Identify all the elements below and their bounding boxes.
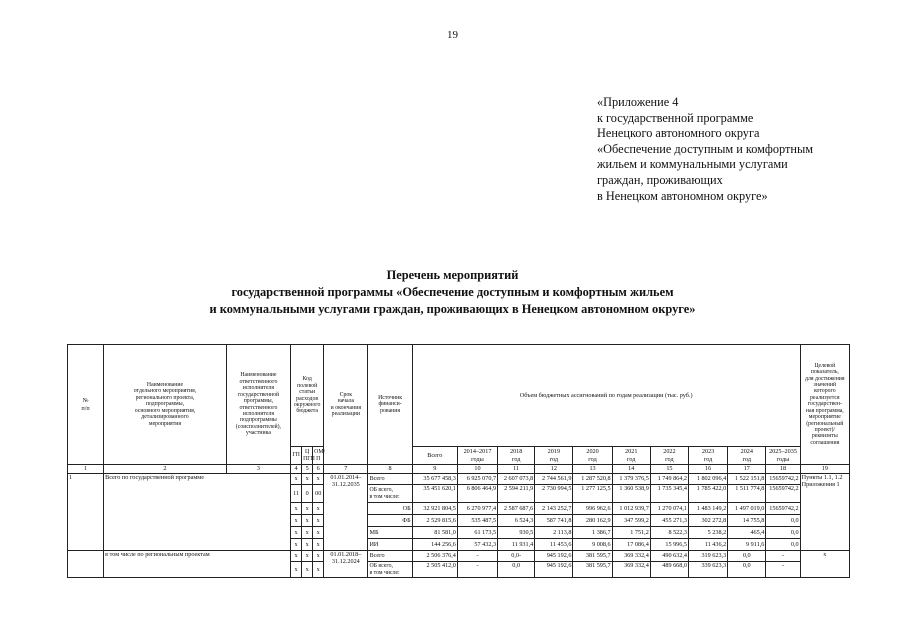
- header-year: 2019 год: [535, 447, 573, 465]
- column-number: 19: [800, 465, 849, 474]
- value-cell: 15659742,2: [766, 474, 800, 485]
- column-number: 12: [535, 465, 573, 474]
- row-target: Пункты 1.1, 1.2 Приложения 1: [800, 474, 849, 551]
- value-cell: 1 511 774,8: [728, 485, 766, 503]
- appendix-line: к государственной программе: [597, 110, 754, 125]
- value-cell: 2 113,8: [535, 527, 573, 539]
- row-num: [68, 551, 104, 578]
- title-line: и коммунальными услугами граждан, проживающих в Ненецком автономном округе»: [209, 302, 696, 316]
- value-cell: 0,0: [766, 515, 800, 527]
- value-cell: 347 599,2: [612, 515, 650, 527]
- value-cell: 2 529 815,6: [412, 515, 457, 527]
- value-cell: 2 607 073,8: [498, 474, 535, 485]
- value-cell: 0,0-: [498, 551, 535, 562]
- column-number: 6: [313, 465, 324, 474]
- column-number: 16: [689, 465, 728, 474]
- column-number: 10: [457, 465, 497, 474]
- code-cell: x: [313, 503, 324, 515]
- code-cell: x: [302, 527, 313, 539]
- value-cell: 930,5: [498, 527, 535, 539]
- column-number: 7: [324, 465, 368, 474]
- header-num: № п/п: [68, 345, 104, 465]
- value-cell: 996 962,6: [573, 503, 612, 515]
- header-executor: Наименование ответственного исполнителя государственной программы, ответственного исполнителя подпрограммы (соисполнителей), участника: [226, 345, 290, 465]
- value-cell: 2 730 994,5: [535, 485, 573, 503]
- code-cell: x: [302, 551, 313, 562]
- value-cell: 1 386,7: [573, 527, 612, 539]
- source-cell: ФБ: [368, 515, 412, 527]
- value-cell: 319 623,3: [689, 551, 728, 562]
- value-cell: 9 911,6: [728, 539, 766, 551]
- appendix-line: жильем и коммунальными услугами: [597, 157, 788, 172]
- row-target: х: [800, 551, 849, 578]
- value-cell: 381 595,7: [573, 562, 612, 578]
- column-number: 15: [650, 465, 688, 474]
- code-cell: x: [313, 551, 324, 562]
- value-cell: 1 012 939,7: [612, 503, 650, 515]
- value-cell: 1 483 149,2: [689, 503, 728, 515]
- column-number: 2: [104, 465, 227, 474]
- value-cell: 1 497 019,0: [728, 503, 766, 515]
- value-cell: 535 487,5: [457, 515, 497, 527]
- value-cell: 339 623,3: [689, 562, 728, 578]
- source-cell: ОБ всего, в том числе:: [368, 485, 412, 503]
- value-cell: 1 785 422,0: [689, 485, 728, 503]
- value-cell: 0,0: [766, 539, 800, 551]
- value-cell: 489 668,0: [650, 562, 688, 578]
- value-cell: 35 677 458,3: [412, 474, 457, 485]
- value-cell: 32 921 804,5: [412, 503, 457, 515]
- value-cell: 490 632,4: [650, 551, 688, 562]
- code-cell: x: [291, 503, 302, 515]
- header-year-total: Всего: [412, 447, 457, 465]
- appendix-line: «Приложение 4: [597, 95, 679, 109]
- value-cell: 11 931,4: [498, 539, 535, 551]
- code-cell: 00: [313, 485, 324, 503]
- value-cell: 6 270 977,4: [457, 503, 497, 515]
- value-cell: 1 287 520,8: [573, 474, 612, 485]
- value-cell: 1 749 864,2: [650, 474, 688, 485]
- header-year: 2021 год: [612, 447, 650, 465]
- header-volume: Объем бюджетных ассигнований по годам реализации (тыс. руб.): [412, 345, 800, 447]
- header-target: Целевой показатель, для достижения значений которого реализуется государствен- ная программа, мероприятие (региональный проект)/ реквизиты соглашения: [800, 345, 849, 465]
- value-cell: 2 587 687,6: [498, 503, 535, 515]
- row-term: 01.01.2018– 31.12.2024: [324, 551, 368, 578]
- measures-table: [67, 344, 850, 578]
- value-cell: 1 360 538,9: [612, 485, 650, 503]
- source-cell: ОБ: [368, 503, 412, 515]
- value-cell: 15 996,5: [650, 539, 688, 551]
- code-cell: x: [302, 515, 313, 527]
- column-number: 3: [226, 465, 290, 474]
- value-cell: 6 806 464,9: [457, 485, 497, 503]
- document-title: [0, 267, 905, 318]
- code-cell: x: [291, 562, 302, 578]
- code-cell: x: [291, 527, 302, 539]
- column-number: 4: [291, 465, 302, 474]
- source-cell: Всего: [368, 551, 412, 562]
- header-year: 2023 год: [689, 447, 728, 465]
- column-number: 17: [728, 465, 766, 474]
- code-cell: x: [291, 474, 302, 485]
- code-cell: x: [302, 474, 313, 485]
- code-cell: x: [302, 503, 313, 515]
- column-number: 18: [766, 465, 800, 474]
- value-cell: 0,0: [498, 562, 535, 578]
- value-cell: 2 505 412,0: [412, 562, 457, 578]
- header-code-omp: ОМ/ П: [313, 447, 324, 465]
- value-cell: 945 192,6: [535, 562, 573, 578]
- value-cell: 455 271,3: [650, 515, 688, 527]
- value-cell: 0,0: [728, 562, 766, 578]
- title-line: Перечень мероприятий: [386, 268, 519, 282]
- table-row: [68, 551, 850, 562]
- page-number: 19: [447, 29, 458, 41]
- value-cell: 144 256,6: [412, 539, 457, 551]
- column-number: 9: [412, 465, 457, 474]
- value-cell: 35 451 620,1: [412, 485, 457, 503]
- row-name: в том числе по региональным проектам: [104, 551, 291, 578]
- value-cell: 945 192,6: [535, 551, 573, 562]
- value-cell: 2 594 211,9: [498, 485, 535, 503]
- value-cell: -: [457, 562, 497, 578]
- value-cell: 8 522,3: [650, 527, 688, 539]
- code-cell: x: [302, 539, 313, 551]
- header-code-gp: ГП: [291, 447, 302, 465]
- value-cell: -: [766, 562, 800, 578]
- value-cell: 1 751,2: [612, 527, 650, 539]
- value-cell: -: [766, 551, 800, 562]
- source-cell: ИИ: [368, 539, 412, 551]
- value-cell: 1 802 096,4: [689, 474, 728, 485]
- value-cell: 11 453,6: [535, 539, 573, 551]
- header-name: Наименование отдельного мероприятия, регионального проекта, подпрограммы, основного мероприятия, детализированного мероприятия: [104, 345, 227, 465]
- value-cell: 15659742,2: [766, 485, 800, 503]
- code-cell: x: [291, 551, 302, 562]
- source-cell: ОБ всего, в том числе:: [368, 562, 412, 578]
- column-number: 13: [573, 465, 612, 474]
- row-name: Всего по государственной программе: [104, 474, 291, 551]
- value-cell: 11 436,2: [689, 539, 728, 551]
- value-cell: 17 086,4: [612, 539, 650, 551]
- code-cell: x: [313, 527, 324, 539]
- value-cell: 1 522 151,8: [728, 474, 766, 485]
- column-number: 1: [68, 465, 104, 474]
- value-cell: 2 744 561,9: [535, 474, 573, 485]
- header-term: Срок начала и окончания реализации: [324, 345, 368, 465]
- value-cell: 0,0: [728, 551, 766, 562]
- value-cell: 1 270 074,1: [650, 503, 688, 515]
- code-cell: x: [313, 474, 324, 485]
- header-year: 2014–2017 годы: [457, 447, 497, 465]
- value-cell: 14 755,8: [728, 515, 766, 527]
- value-cell: 369 332,4: [612, 562, 650, 578]
- appendix-line: в Ненецком автономном округе»: [597, 188, 768, 203]
- value-cell: 280 162,9: [573, 515, 612, 527]
- code-cell: x: [313, 539, 324, 551]
- value-cell: 5 238,2: [689, 527, 728, 539]
- value-cell: 61 173,5: [457, 527, 497, 539]
- source-cell: Всего: [368, 474, 412, 485]
- source-cell: МБ: [368, 527, 412, 539]
- appendix-line: граждан, проживающих: [597, 172, 723, 187]
- code-cell: x: [313, 515, 324, 527]
- column-number: 5: [302, 465, 313, 474]
- code-cell: x: [291, 539, 302, 551]
- table-row: [68, 474, 850, 485]
- column-number: 11: [498, 465, 535, 474]
- title-line: государственной программы «Обеспечение доступным и комфортным жильем: [231, 285, 674, 299]
- header-budget-code: Код полевой статьи расходов окружного бюджета: [291, 345, 324, 447]
- value-cell: 6 524,3: [498, 515, 535, 527]
- value-cell: 2 143 252,7: [535, 503, 573, 515]
- code-cell: x: [302, 562, 313, 578]
- header-year: 2025–2035 годы: [766, 447, 800, 465]
- appendix-line: Ненецкого автономного округа: [597, 126, 760, 141]
- appendix-note: [597, 95, 813, 204]
- value-cell: 2 506 376,4: [412, 551, 457, 562]
- header-source: Источник финанси- рования: [368, 345, 412, 465]
- header-year: 2024 год: [728, 447, 766, 465]
- header-code-cpgp: Ц ПГП: [302, 447, 313, 465]
- value-cell: 6 925 070,7: [457, 474, 497, 485]
- header-year: 2020 год: [573, 447, 612, 465]
- row-term: 01.01.2014– 31.12.2035: [324, 474, 368, 551]
- value-cell: -: [457, 551, 497, 562]
- column-number: 14: [612, 465, 650, 474]
- value-cell: 369 332,4: [612, 551, 650, 562]
- value-cell: 0,0: [766, 527, 800, 539]
- value-cell: 587 741,8: [535, 515, 573, 527]
- value-cell: 1 735 345,4: [650, 485, 688, 503]
- code-cell: 11: [291, 485, 302, 503]
- value-cell: 381 595,7: [573, 551, 612, 562]
- value-cell: 9 008,6: [573, 539, 612, 551]
- value-cell: 1 277 125,5: [573, 485, 612, 503]
- value-cell: 1 379 376,5: [612, 474, 650, 485]
- header-year: 2018 год: [498, 447, 535, 465]
- code-cell: 0: [302, 485, 313, 503]
- appendix-line: «Обеспечение доступным и комфортным: [597, 141, 814, 156]
- value-cell: 81 581,0: [412, 527, 457, 539]
- code-cell: x: [291, 515, 302, 527]
- column-number: 8: [368, 465, 412, 474]
- value-cell: 15659742,2: [766, 503, 800, 515]
- value-cell: 57 432,3: [457, 539, 497, 551]
- code-cell: x: [313, 562, 324, 578]
- row-num: 1: [68, 474, 104, 551]
- header-year: 2022 год: [650, 447, 688, 465]
- value-cell: 302 272,8: [689, 515, 728, 527]
- value-cell: 465,4: [728, 527, 766, 539]
